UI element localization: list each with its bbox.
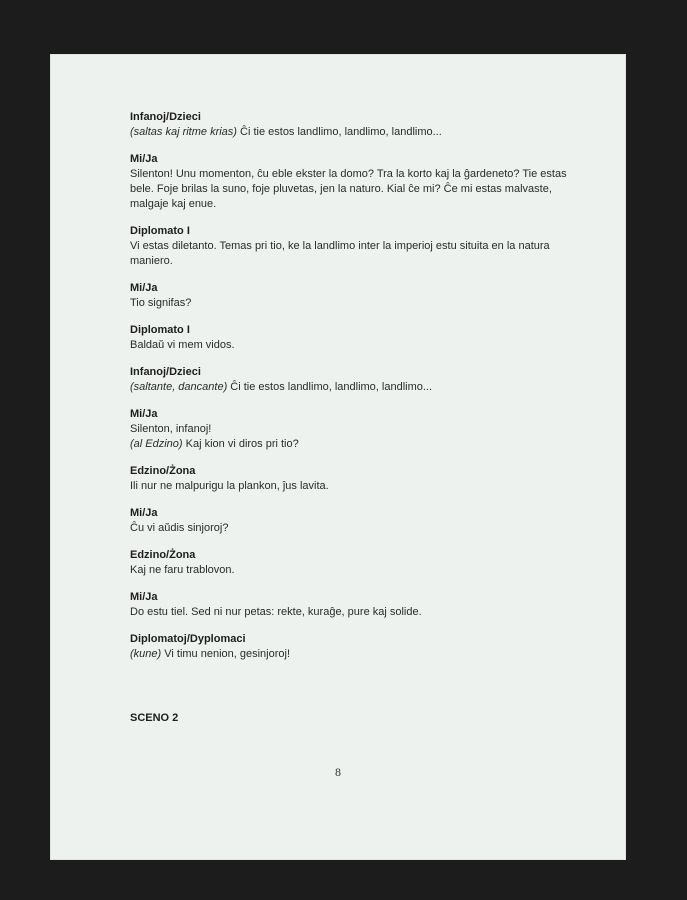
stage-direction: (kune) xyxy=(130,648,162,660)
dialogue-block xyxy=(130,590,570,620)
dialogue-text: malgaje kaj enue. xyxy=(130,198,217,210)
stage-direction: (saltante, dancante) xyxy=(130,381,228,393)
dialogue-text: Vi timu nenion, gesinjoroj! xyxy=(161,648,291,660)
dialogue-block xyxy=(130,110,570,140)
speaker-name: Mi/Ja xyxy=(130,507,158,519)
speaker-name: Mi/Ja xyxy=(130,282,158,294)
speaker-name: Mi/Ja xyxy=(130,591,158,603)
dialogue-block xyxy=(130,506,570,536)
dialogue-block xyxy=(130,365,570,395)
dialogue-text: Silenton! Unu momenton, ĉu eble ekster la domo? Tra la korto kaj la ĝardeneto? Tie estas xyxy=(130,168,567,180)
dialogue-block xyxy=(130,632,570,662)
dialogue-line xyxy=(130,605,570,620)
dialogue-line xyxy=(130,125,570,140)
dialogue-block xyxy=(130,323,570,353)
speaker-name: Diplomato I xyxy=(130,324,190,336)
dialogue-line xyxy=(130,182,570,197)
dialogue-line xyxy=(130,254,570,269)
dialogue-line xyxy=(130,296,570,311)
stage-direction: (saltas kaj ritme krias) xyxy=(130,126,237,138)
stage-direction: (al Edzino) xyxy=(130,438,183,450)
speaker-name: Infanoj/Dzieci xyxy=(130,366,201,378)
document-page xyxy=(50,54,626,860)
dialogue-block xyxy=(130,152,570,212)
dialogue-text: Kaj ne faru trablovon. xyxy=(130,564,235,576)
dialogue-line xyxy=(130,197,570,212)
dialogue-line xyxy=(130,338,570,353)
speaker-name: Mi/Ja xyxy=(130,153,158,165)
dialogue-line xyxy=(130,380,570,395)
dialogue-text: maniero. xyxy=(130,255,173,267)
dialogue-text: Tio signifas? xyxy=(130,297,192,309)
speaker-name: Diplomatoj/Dyplomaci xyxy=(130,633,246,645)
dialogue-line xyxy=(130,437,570,452)
dialogue-text: Ĉu vi aŭdis sinjoroj? xyxy=(130,522,229,534)
dialogue-text: Do estu tiel. Sed ni nur petas: rekte, kuraĝe, pure kaj solide. xyxy=(130,606,422,618)
dialogue-text: Baldaŭ vi mem vidos. xyxy=(130,339,235,351)
dialogue-text: Ili nur ne malpurigu la plankon, ĵus lavita. xyxy=(130,480,329,492)
dialogue-text: bele. Foje brilas la suno, foje pluvetas, jen la naturo. Kial ĉe mi? Ĉe mi estas malvaste, xyxy=(130,183,552,195)
dialogue-block xyxy=(130,464,570,494)
dialogue-line xyxy=(130,647,570,662)
dialogue-line xyxy=(130,167,570,182)
dialogue-line xyxy=(130,563,570,578)
speaker-name: Edzino/Żona xyxy=(130,465,196,477)
dialogue-line xyxy=(130,521,570,536)
dialogue-line xyxy=(130,479,570,494)
speaker-name: Infanoj/Dzieci xyxy=(130,111,201,123)
page-number: 8 xyxy=(335,765,341,779)
speaker-name: Diplomato I xyxy=(130,225,190,237)
speaker-name: Edzino/Żona xyxy=(130,549,196,561)
dialogue-block xyxy=(130,281,570,311)
speaker-name: Mi/Ja xyxy=(130,408,158,420)
dialogue-block xyxy=(130,224,570,269)
dialogue-block xyxy=(130,548,570,578)
dialogue-text: Vi estas diletanto. Temas pri tio, ke la landlimo inter la imperioj estu situita en la natura xyxy=(130,240,550,252)
dialogue-block xyxy=(130,407,570,452)
dialogue-line xyxy=(130,239,570,254)
dialogue-line xyxy=(130,422,570,437)
dialogue-text: Silenton, infanoj! xyxy=(130,423,212,435)
dialogue-text: Ĉi tie estos landlimo, landlimo, landlimo... xyxy=(227,381,433,393)
scene-heading: SCENO 2 xyxy=(130,712,179,724)
dialogue-text: Kaj kion vi diros pri tio? xyxy=(182,438,299,450)
script-dialogue xyxy=(130,110,570,674)
dialogue-text: Ĉi tie estos landlimo, landlimo, landlimo... xyxy=(236,126,442,138)
